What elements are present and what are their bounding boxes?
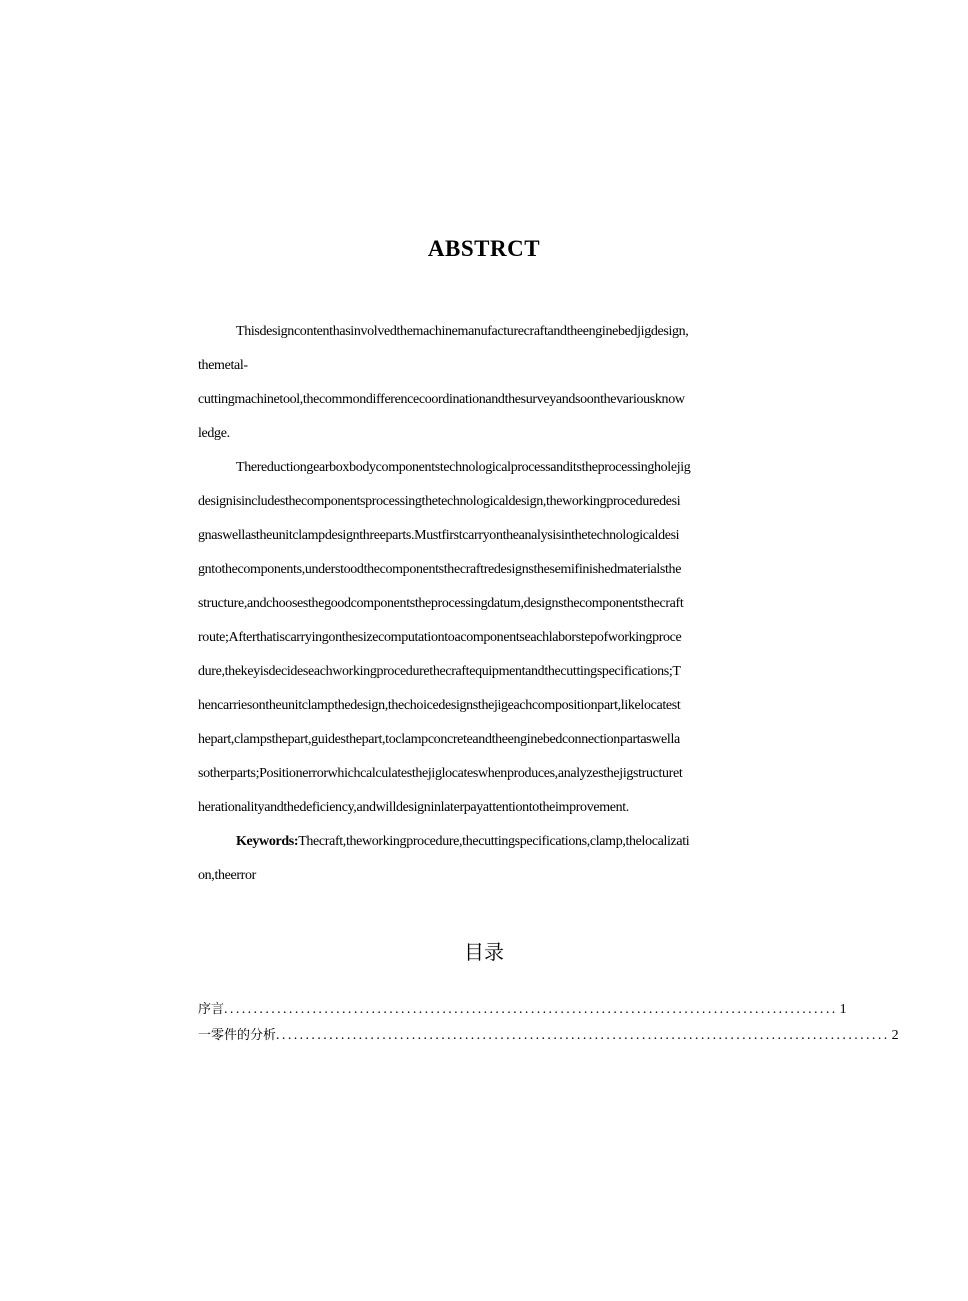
- abstract-line: cuttingmachinetool,thecommondifferencecoordinationandthesurveyandsoonthevariousknow: [198, 392, 685, 407]
- toc-title: 目录: [464, 940, 504, 964]
- keywords-line: [236, 832, 689, 852]
- toc-leader-dots: ........................................................................................................: [224, 1002, 838, 1017]
- toc-entry-page: 1: [839, 1002, 847, 1017]
- abstract-line: route;Afterthatiscarryingonthesizecomputationtoacomponentseachlaborstepofworkingproce: [198, 630, 682, 645]
- toc-entry-label: 一零件的分析: [198, 1028, 277, 1043]
- abstract-line: hencarriesontheunitclampthedesign,thechoicedesignsthejigeachcompositionpart,likelocatest: [198, 698, 681, 713]
- abstract-line: designisincludesthecomponentsprocessingthetechnologicaldesign,theworkingproceduredesi: [198, 494, 681, 509]
- abstract-line: hepart,clampsthepart,guidesthepart,toclampconcreteandtheenginebedconnectionpartaswella: [198, 732, 680, 747]
- toc-entry[interactable]: [198, 1000, 847, 1020]
- abstract-line: structure,andchoosesthegoodcomponentstheprocessingdatum,designsthecomponentsthecraft: [198, 596, 684, 611]
- toc-leader-dots: ........................................................................................................: [276, 1028, 890, 1043]
- abstract-line: sotherparts;Positionerrorwhichcalculatesthejiglocateswhenproduces,analyzesthejigstructuret: [198, 766, 683, 781]
- toc-entry[interactable]: [198, 1026, 899, 1046]
- toc-entry-label: [198, 1000, 224, 1020]
- abstract-line: ledge.: [198, 426, 230, 441]
- abstract-line: dure,thekeyisdecideseachworkingprocedurethecraftequipmentandthecuttingspecifications;T: [198, 664, 681, 679]
- keywords-label: Keywords:: [236, 834, 299, 849]
- abstract-line: gntothecomponents,understoodthecomponentsthecraftredesignsthesemifinishedmaterialsthe: [198, 562, 682, 577]
- abstract-title: ABSTRCT: [427, 236, 541, 261]
- abstract-line: gnaswellastheunitclampdesignthreeparts.Mustfirstcarryontheanalysisinthetechnologicaldesi: [198, 528, 680, 543]
- toc-entry-page: 2: [891, 1028, 899, 1043]
- toc-entry-label-part: 序: [198, 1002, 212, 1017]
- abstract-line: herationalityandthedeficiency,andwilldesigninlaterpayattentiontotheimprovement.: [198, 800, 629, 815]
- abstract-line: Thisdesigncontenthasinvolvedthemachinemanufacturecraftandtheenginebedjigdesign,: [236, 324, 689, 339]
- keywords-text: Thecraft,theworkingprocedure,thecuttingspecifications,clamp,thelocalizati: [298, 834, 690, 849]
- abstract-line: Thereductiongearboxbodycomponentstechnologicalprocessanditstheprocessingholejig: [236, 460, 691, 475]
- keywords-line-continued: on,theerror: [198, 868, 256, 883]
- toc-entry-label-part: 言: [211, 1002, 225, 1017]
- abstract-line: themetal-: [198, 358, 248, 373]
